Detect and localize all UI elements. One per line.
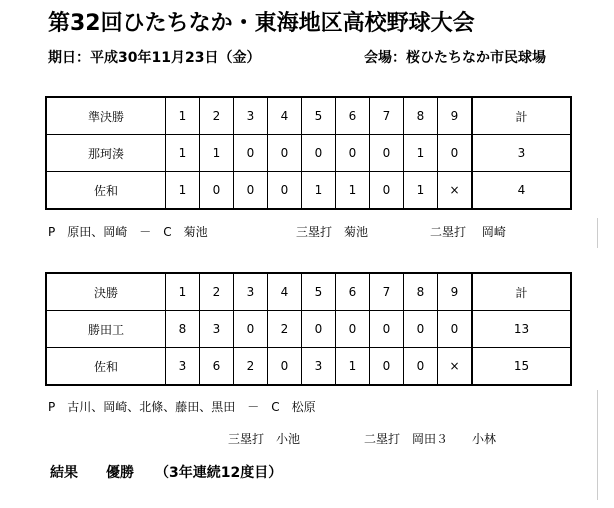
team-name: 那珂湊: [46, 135, 166, 172]
inning-score: 0: [438, 135, 473, 172]
inning-score: 0: [302, 311, 336, 348]
total-score: 4: [472, 172, 571, 210]
round-label: 決勝: [46, 273, 166, 311]
inning-score: 0: [234, 135, 268, 172]
inning-score: 0: [370, 172, 404, 210]
inning-7-header: 7: [370, 273, 404, 311]
inning-score: 0: [268, 348, 302, 386]
total-score: 13: [472, 311, 571, 348]
inning-score: 0: [268, 135, 302, 172]
table-header-row: [46, 273, 571, 311]
inning-3-header: 3: [234, 97, 268, 135]
inning-score: 0: [268, 172, 302, 210]
inning-score: 8: [166, 311, 200, 348]
divider: [597, 218, 598, 248]
inning-score: 0: [370, 311, 404, 348]
inning-score: 3: [166, 348, 200, 386]
inning-2-header: 2: [200, 273, 234, 311]
divider: [597, 390, 598, 500]
inning-6-header: 6: [336, 273, 370, 311]
inning-4-header: 4: [268, 273, 302, 311]
total-header: 計: [472, 97, 571, 135]
inning-1-header: 1: [166, 97, 200, 135]
inning-score: 1: [200, 135, 234, 172]
table-row: [46, 311, 571, 348]
inning-score: 0: [438, 311, 473, 348]
page-title: 第32回ひたちなか・東海地区高校野球大会: [48, 11, 475, 36]
inning-score: 1: [404, 172, 438, 210]
event-date: 期日：平成30年11月23日（金）: [48, 50, 261, 66]
semifinal-triples: 三塁打 菊池: [296, 225, 369, 239]
inning-3-header: 3: [234, 273, 268, 311]
final-doubles: 二塁打 岡田３ 小林: [364, 432, 497, 446]
inning-score: 0: [336, 135, 370, 172]
inning-score: 2: [234, 348, 268, 386]
inning-score: 0: [234, 172, 268, 210]
inning-score: 1: [302, 172, 336, 210]
event-venue: 会場：桜ひたちなか市民球場: [364, 50, 546, 66]
semifinal-battery: P 原田、岡崎 － C 菊池: [48, 225, 208, 239]
inning-7-header: 7: [370, 97, 404, 135]
final-triples: 三塁打 小池: [228, 432, 301, 446]
table-header-row: [46, 97, 571, 135]
inning-9-header: 9: [438, 273, 473, 311]
inning-score: 2: [268, 311, 302, 348]
tournament-result: 結果 優勝 （3年連続12度目）: [50, 465, 283, 481]
inning-score: 0: [200, 172, 234, 210]
inning-score: 0: [336, 311, 370, 348]
inning-score: 0: [370, 348, 404, 386]
semifinal-doubles: 二塁打 岡崎: [430, 225, 506, 239]
inning-4-header: 4: [268, 97, 302, 135]
inning-score: 6: [200, 348, 234, 386]
inning-score: 1: [404, 135, 438, 172]
inning-score: 0: [370, 135, 404, 172]
inning-8-header: 8: [404, 97, 438, 135]
semifinal-scoreboard: [45, 96, 572, 210]
table-row: [46, 172, 571, 210]
inning-score: 3: [302, 348, 336, 386]
inning-5-header: 5: [302, 97, 336, 135]
total-header: 計: [472, 273, 571, 311]
inning-score: 1: [166, 172, 200, 210]
table-row: [46, 135, 571, 172]
inning-1-header: 1: [166, 273, 200, 311]
inning-score: 0: [234, 311, 268, 348]
team-name: 佐和: [46, 348, 166, 386]
round-label: 準決勝: [46, 97, 166, 135]
table-row: [46, 348, 571, 386]
total-score: 15: [472, 348, 571, 386]
inning-score: 0: [404, 311, 438, 348]
team-name: 勝田工: [46, 311, 166, 348]
inning-score: 1: [336, 348, 370, 386]
inning-score: ×: [438, 348, 473, 386]
inning-score: 1: [336, 172, 370, 210]
final-battery: P 古川、岡崎、北條、藤田、黒田 － C 松原: [48, 400, 316, 414]
inning-score: 0: [404, 348, 438, 386]
final-scoreboard: [45, 272, 572, 386]
inning-8-header: 8: [404, 273, 438, 311]
inning-5-header: 5: [302, 273, 336, 311]
total-score: 3: [472, 135, 571, 172]
inning-2-header: 2: [200, 97, 234, 135]
inning-6-header: 6: [336, 97, 370, 135]
inning-score: 3: [200, 311, 234, 348]
inning-9-header: 9: [438, 97, 473, 135]
inning-score: 1: [166, 135, 200, 172]
inning-score: 0: [302, 135, 336, 172]
team-name: 佐和: [46, 172, 166, 210]
inning-score: ×: [438, 172, 473, 210]
